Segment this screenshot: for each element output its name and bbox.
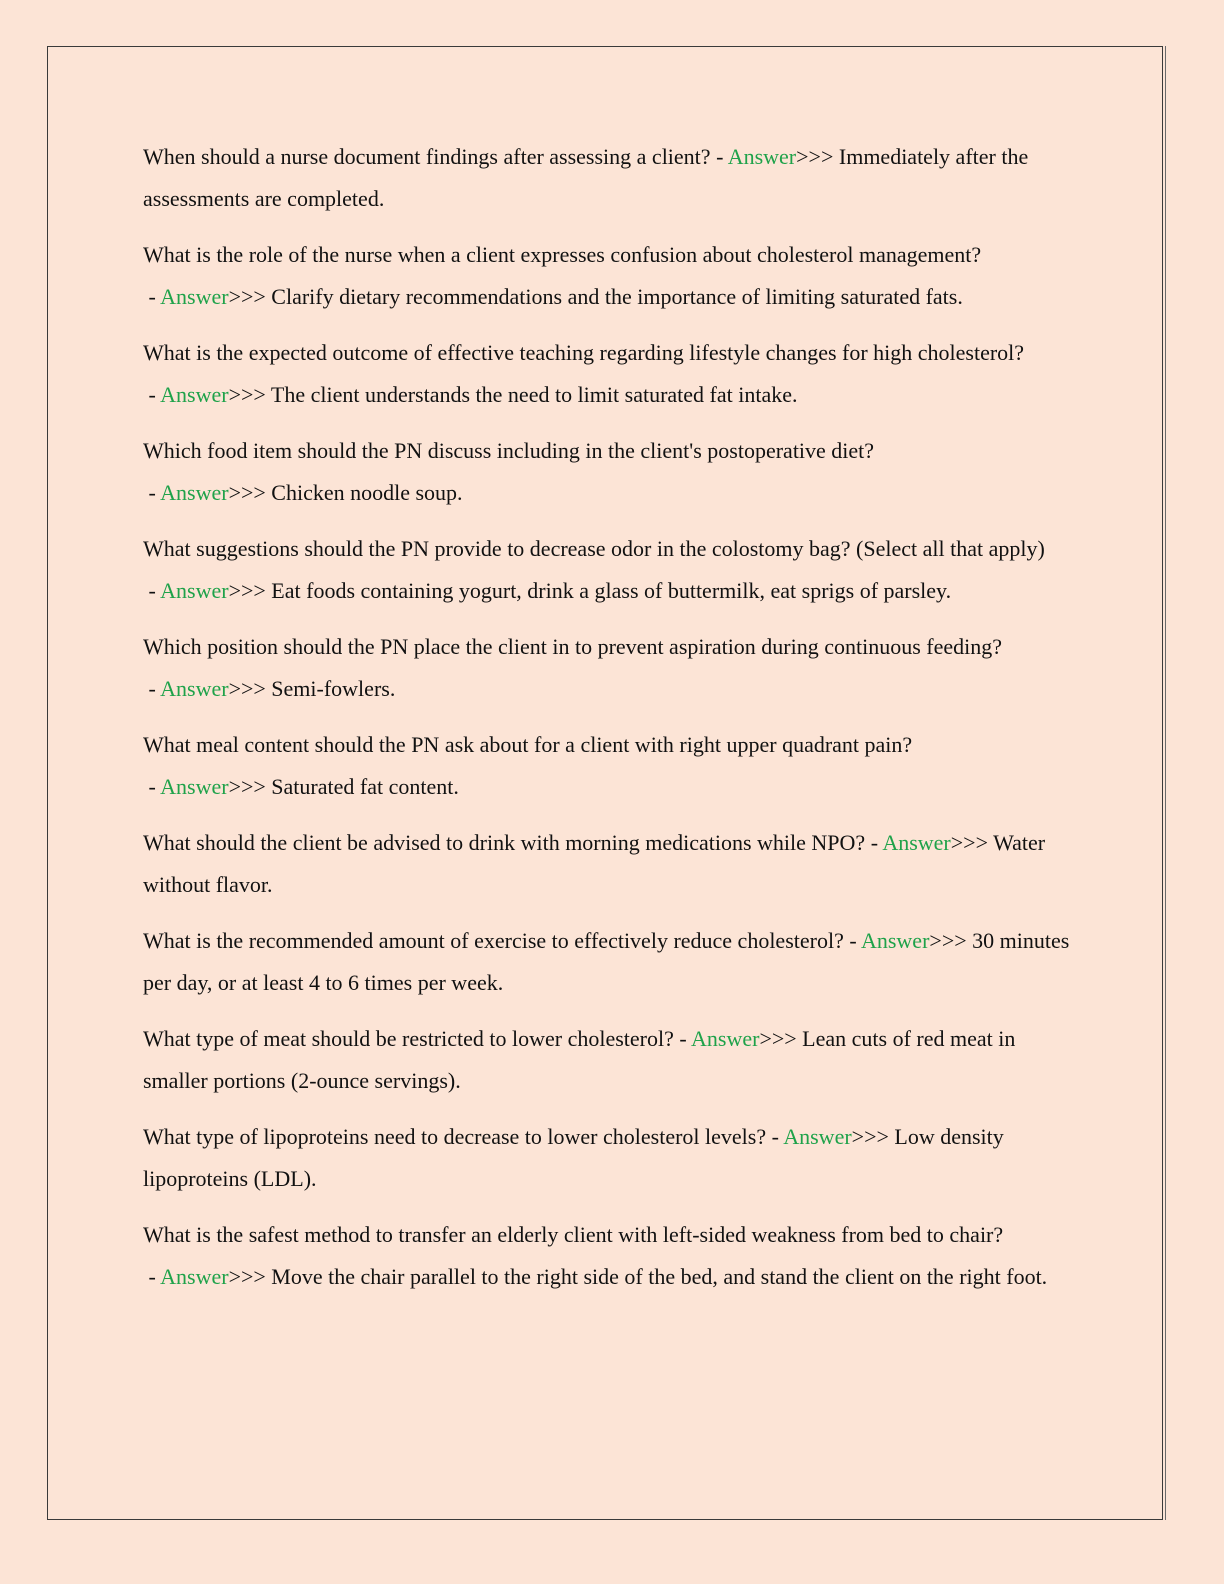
answer-arrow: >>> <box>228 479 272 505</box>
answer-text: 30 minutes per day, or at least 4 to 6 times per week. <box>143 928 1070 995</box>
answer-text: The client understands the need to limit saturated fat intake. <box>270 381 798 407</box>
separator: - <box>673 1026 691 1051</box>
qa-list <box>143 136 1073 1312</box>
answer-arrow: >>> <box>228 1263 272 1289</box>
qa-item <box>143 1214 1073 1297</box>
question-text: Which position should the PN place the client in to prevent aspiration during continuous feeding? <box>143 634 1003 659</box>
separator: - <box>143 283 161 309</box>
answer-text: Lean cuts of red meat in smaller portions (2-ounce servings). <box>143 1026 1016 1093</box>
answer-label: Answer <box>882 830 951 855</box>
answer-label: Answer <box>160 773 229 799</box>
question-text: Which food item should the PN discuss including in the client's postoperative diet? <box>143 438 875 463</box>
qa-item <box>143 1018 1073 1101</box>
answer-label: Answer <box>783 1124 852 1149</box>
answer-arrow: >>> <box>851 1124 895 1149</box>
answer-text: Clarify dietary recommendations and the importance of limiting saturated fats. <box>271 283 963 309</box>
separator: - <box>143 773 161 799</box>
answer-arrow: >>> <box>228 675 272 701</box>
answer-text: Semi-fowlers. <box>271 675 396 701</box>
qa-item <box>143 626 1073 709</box>
separator: - <box>143 381 161 407</box>
qa-item <box>143 528 1073 611</box>
answer-text: Eat foods containing yogurt, drink a glass of buttermilk, eat sprigs of parsley. <box>271 577 952 603</box>
qa-item <box>143 430 1073 513</box>
answer-label: Answer <box>160 675 229 701</box>
question-text: What is the safest method to transfer an elderly client with left-sided weakness from bed to chair? <box>143 1222 1004 1247</box>
qa-item <box>143 234 1073 317</box>
separator: - <box>143 577 161 603</box>
question-text: What type of meat should be restricted to lower cholesterol? <box>143 1026 674 1051</box>
answer-label: Answer <box>160 577 229 603</box>
answer-text: Chicken noodle soup. <box>271 479 463 505</box>
question-text: What is the role of the nurse when a client expresses confusion about cholesterol management? <box>143 242 982 267</box>
answer-label: Answer <box>860 928 930 953</box>
separator: - <box>143 479 161 505</box>
answer-label: Answer <box>160 381 229 407</box>
page-border-right-edge <box>1165 46 1166 1520</box>
qa-item <box>143 920 1073 1003</box>
answer-text: Low density lipoproteins (LDL). <box>143 1124 1004 1191</box>
answer-label: Answer <box>691 1026 760 1051</box>
answer-arrow: >>> <box>228 577 272 603</box>
answer-text: Water without flavor. <box>143 830 1046 897</box>
question-text: What meal content should the PN ask about for a client with right upper quadrant pain? <box>143 732 913 757</box>
qa-item <box>143 1116 1073 1199</box>
answer-arrow: >>> <box>228 773 272 799</box>
answer-arrow: >>> <box>228 283 272 309</box>
qa-item <box>143 822 1073 905</box>
separator: - <box>143 675 161 701</box>
answer-arrow: >>> <box>950 830 994 855</box>
separator: - <box>843 928 861 953</box>
separator: - <box>766 1124 784 1149</box>
answer-label: Answer <box>160 479 229 505</box>
qa-item <box>143 724 1073 807</box>
answer-arrow: >>> <box>796 144 839 169</box>
answer-arrow: >>> <box>929 928 973 953</box>
answer-arrow: >>> <box>228 381 271 407</box>
answer-text: Saturated fat content. <box>271 773 459 799</box>
answer-text: Move the chair parallel to the right side of the bed, and stand the client on the right foot. <box>271 1263 1048 1289</box>
answer-label: Answer <box>160 283 229 309</box>
separator: - <box>710 144 728 169</box>
answer-label: Answer <box>727 144 797 169</box>
answer-label: Answer <box>160 1263 229 1289</box>
qa-item <box>143 136 1073 219</box>
question-text: What type of lipoproteins need to decrease to lower cholesterol levels? <box>143 1124 767 1149</box>
separator: - <box>865 830 883 855</box>
answer-arrow: >>> <box>759 1026 803 1051</box>
question-text: When should a nurse document findings after assessing a client? <box>143 144 711 169</box>
question-text: What is the expected outcome of effective teaching regarding lifestyle changes for high cholesterol? <box>143 340 1025 365</box>
question-text: What should the client be advised to drink with morning medications while NPO? <box>143 830 866 855</box>
question-text: What suggestions should the PN provide to decrease odor in the colostomy bag? (Select all that apply) <box>143 536 1045 561</box>
separator: - <box>143 1263 161 1289</box>
qa-item <box>143 332 1073 415</box>
answer-text: Immediately after the assessments are completed. <box>143 144 1029 211</box>
question-text: What is the recommended amount of exercise to effectively reduce cholesterol? <box>143 928 844 953</box>
